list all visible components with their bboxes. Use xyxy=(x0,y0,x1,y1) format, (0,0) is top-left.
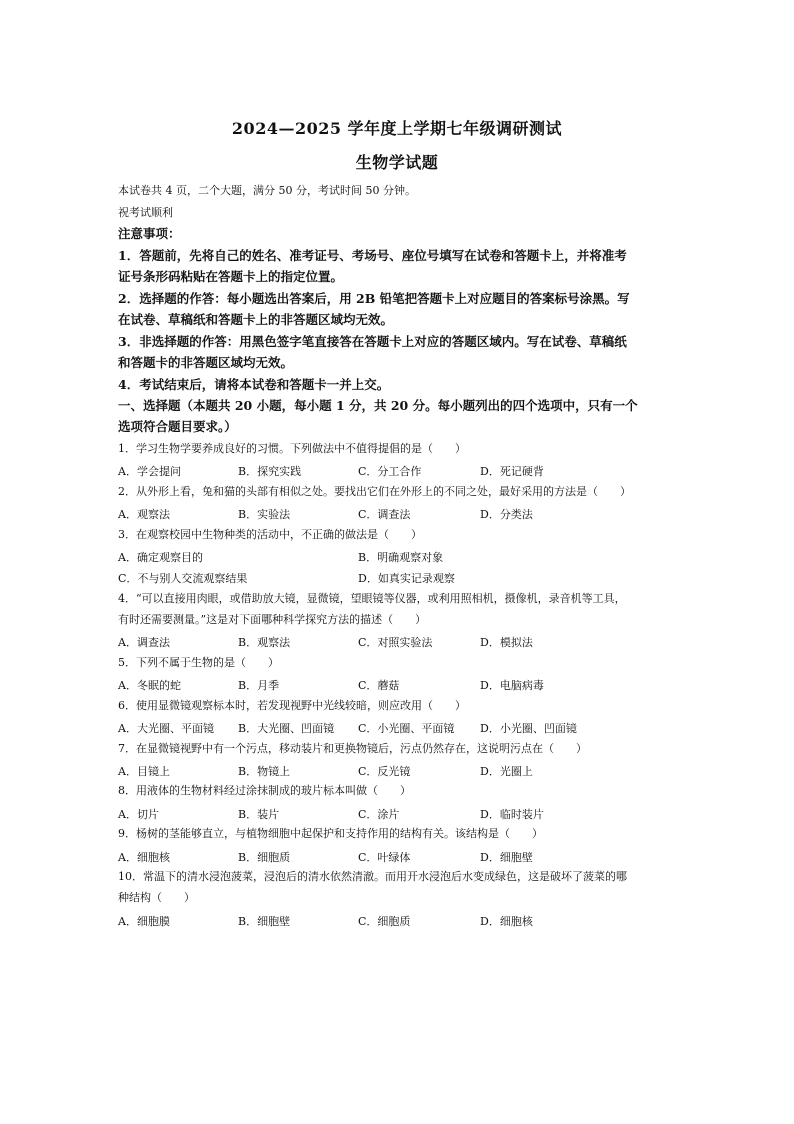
option-b: B．明确观察对象 xyxy=(358,551,444,564)
exam-title: 2024—2025 学年度上学期七年级调研测试 xyxy=(231,119,563,138)
option-a: A．观察法 xyxy=(118,508,170,521)
exam-subtitle: 生物学试题 xyxy=(355,153,439,172)
question-stem: 7．在显微镜视野中有一个污点，移动装片和更换物镜后，污点仍然存在，这说明污点在（ ） xyxy=(118,742,587,755)
question-stem: 9．杨树的茎能够直立，与植物细胞中起保护和支持作用的结构有关。该结构是（ ） xyxy=(118,827,543,840)
option-a: A．确定观察目的 xyxy=(118,551,203,564)
option-b: B．月季 xyxy=(238,679,280,692)
question-stem: 4．“可以直接用肉眼，或借助放大镜，显微镜，望眼镜等仪器，或利用照相机，摄像机，录音机等工具， xyxy=(118,592,626,605)
question-options xyxy=(118,570,688,584)
notes-line: 2．选择题的作答：每小题选出答案后，用 2B 铅笔把答题卡上对应题目的答案标号涂黑。写 xyxy=(118,291,630,306)
option-b: B．物镜上 xyxy=(238,765,291,778)
question-stem: 3．在观察校园中生物种类的活动中，不正确的做法是（ ） xyxy=(118,528,422,541)
question-stem: 8．用液体的生物材料经过涂抹制成的玻片标本叫做（ ） xyxy=(118,784,411,797)
section-heading: 一、选择题（本题共 20 小题，每小题 1 分，共 20 分。每小题列出的四个选项中，只有一个 xyxy=(118,398,638,413)
option-a: A．目镜上 xyxy=(118,765,170,778)
question-options xyxy=(118,506,688,520)
option-a: A．细胞膜 xyxy=(118,915,170,928)
notes-line: 1．答题前，先将自己的姓名、准考证号、考场号、座位号填写在试卷和答题卡上，并将准考 xyxy=(118,248,627,263)
question-stem-cont: 有时还需要测量。”这是对下面哪种科学探究方法的描述（ ） xyxy=(118,613,427,626)
question-options xyxy=(118,763,688,777)
option-c: C．小光圈、平面镜 xyxy=(358,722,455,735)
question-options xyxy=(118,634,688,648)
question-options xyxy=(118,849,688,863)
notes-line: 4．考试结束后，请将本试卷和答题卡一并上交。 xyxy=(118,377,390,392)
option-d: D．分类法 xyxy=(480,508,533,521)
intro-line: 本试卷共 4 页，二个大题，满分 50 分，考试时间 50 分钟。 xyxy=(118,184,416,197)
question-stem: 1．学习生物学要养成良好的习惯。下列做法中不值得提倡的是（ ） xyxy=(118,442,466,455)
option-c: C．反光镜 xyxy=(358,765,411,778)
question-options xyxy=(118,677,688,691)
option-c: C．细胞质 xyxy=(358,915,411,928)
option-c: C．涂片 xyxy=(358,808,400,821)
option-a: A．冬眠的蛇 xyxy=(118,679,181,692)
option-c: C．对照实验法 xyxy=(358,636,433,649)
option-d: D．细胞壁 xyxy=(480,851,533,864)
notes-line: 和答题卡的非答题区域均无效。 xyxy=(118,355,294,370)
option-b: B．探究实践 xyxy=(238,465,302,478)
option-d: D．细胞核 xyxy=(480,915,533,928)
option-a: A．学会提问 xyxy=(118,465,181,478)
section-heading-cont: 选项符合题目要求。） xyxy=(118,419,237,434)
option-b: B．细胞壁 xyxy=(238,915,291,928)
option-c: C．分工合作 xyxy=(358,465,422,478)
option-d: D．小光圈、凹面镜 xyxy=(480,722,577,735)
option-c: C．不与别人交流观察结果 xyxy=(118,572,248,585)
question-options xyxy=(118,549,688,563)
question-stem: 5．下列不属于生物的是（ ） xyxy=(118,656,279,669)
option-d: D．模拟法 xyxy=(480,636,533,649)
option-d: D．临时装片 xyxy=(480,808,544,821)
option-c: C．蘑菇 xyxy=(358,679,400,692)
question-stem: 6．使用显微镜观察标本时，若发现视野中光线较暗，则应改用（ ） xyxy=(118,699,466,712)
option-b: B．装片 xyxy=(238,808,280,821)
question-stem: 2．从外形上看，兔和猫的头部有相似之处。要找出它们在外形上的不同之处，最好采用的方法是（ ） xyxy=(118,485,631,498)
option-a: A．调查法 xyxy=(118,636,170,649)
question-options xyxy=(118,913,688,927)
intro-wish: 祝考试顺利 xyxy=(118,206,173,219)
question-stem: 10．常温下的清水浸泡菠菜，浸泡后的清水依然清澈。而用开水浸泡后水变成绿色，这是破坏了菠菜的哪 xyxy=(118,870,627,883)
question-options xyxy=(118,720,688,734)
notes-heading: 注意事项： xyxy=(118,226,181,241)
option-c: C．调查法 xyxy=(358,508,411,521)
option-b: B．实验法 xyxy=(238,508,291,521)
notes-line: 3．非选择题的作答：用黑色签字笔直接答在答题卡上对应的答题区域内。写在试卷、草稿纸 xyxy=(118,334,627,349)
option-a: A．细胞核 xyxy=(118,851,170,864)
option-d: D．电脑病毒 xyxy=(480,679,544,692)
option-b: B．观察法 xyxy=(238,636,291,649)
option-d: D．光圈上 xyxy=(480,765,533,778)
question-options xyxy=(118,463,688,477)
option-b: B．细胞质 xyxy=(238,851,291,864)
option-b: B．大光圈、凹面镜 xyxy=(238,722,335,735)
notes-line: 在试卷、草稿纸和答题卡上的非答题区域均无效。 xyxy=(118,312,394,327)
notes-line: 证号条形码粘贴在答题卡上的指定位置。 xyxy=(118,269,344,284)
option-d: D．如真实记录观察 xyxy=(358,572,455,585)
option-d: D．死记硬背 xyxy=(480,465,544,478)
question-options xyxy=(118,806,688,820)
option-c: C．叶绿体 xyxy=(358,851,411,864)
option-a: A．切片 xyxy=(118,808,159,821)
option-a: A．大光圈、平面镜 xyxy=(118,722,214,735)
question-stem-cont: 种结构（ ） xyxy=(118,891,195,904)
